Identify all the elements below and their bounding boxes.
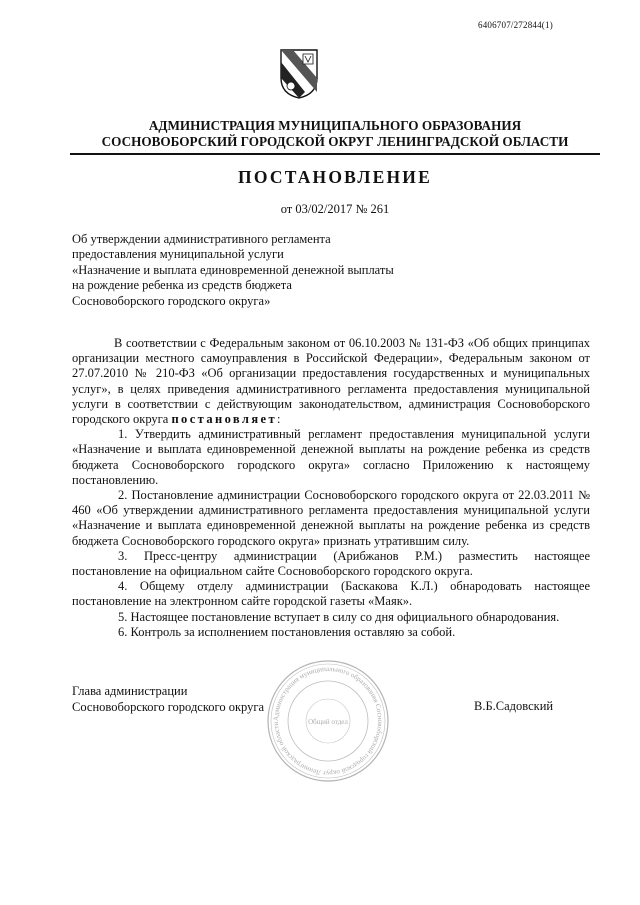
subject-line: Сосновоборского городского округа»	[72, 293, 271, 308]
document-date-number: от 03/02/2017 № 261	[280, 202, 390, 216]
stamp-outer-text: Администрация муниципального образования Сосновоборский городской округ Ленинградской области	[271, 664, 385, 778]
preamble-paragraph	[72, 336, 590, 427]
signature-position-line-2: Сосновоборского городского округа	[72, 700, 265, 714]
document-title: ПОСТАНОВЛЕНИЕ	[238, 167, 432, 187]
subject-line: Об утверждении административного регламента	[72, 232, 331, 246]
clause-3: 3. Пресс-центру администрации (Арибжанов Р.М.) разместить настоящее постановление на официальном сайте Сосновоборского городского округа.	[72, 548, 590, 579]
decree-colon: :	[277, 412, 281, 427]
subject-line: «Назначение и выплата единовременной денежной выплаты	[72, 262, 394, 277]
document-id: 6406707/272844(1)	[478, 20, 553, 30]
document-body	[72, 336, 590, 640]
organization-header	[70, 118, 600, 150]
signer-name: В.Б.Садовский	[474, 699, 554, 713]
clause-4: 4. Общему отделу администрации (Баскакова К.Л.) обнародовать настоящее постановление на электронном сайте городской газеты «Маяк».	[72, 579, 590, 609]
clause-5: 5. Настоящее постановление вступает в силу со дня официального обнародования.	[118, 609, 560, 624]
clause-1: 1. Утвердить административный регламент предоставления муниципальной услуги «Назначение и выплата единовременной денежной выплаты на рождение ребенка из средств бюджета Сосновоборского городского округа» согласно Приложению к настоящему постановлению.	[72, 427, 590, 487]
subject-line: предоставления муниципальной услуги	[72, 247, 284, 262]
decree-word: постановляет	[171, 412, 277, 427]
document-subject	[72, 232, 432, 309]
preamble-text: В соответствии с Федеральным законом от 06.10.2003 № 131-ФЗ «Об общих принципах организации местного самоуправления в Российской Федерации», Федеральным законом от 27.07.2010 № 210-ФЗ «Об организации предоставления государственных и муниципальных услуг», в целях приведения административного регламента предоставления муниципальной услуги в соответствии с действующим законодательством, администрация Сосновоборского городского округа	[72, 336, 590, 427]
coat-of-arms-icon	[279, 48, 319, 100]
org-header-line-1: АДМИНИСТРАЦИЯ МУНИЦИПАЛЬНОГО ОБРАЗОВАНИЯ	[148, 118, 522, 133]
clause-6: 6. Контроль за исполнением постановления оставляю за собой.	[118, 624, 456, 639]
org-header-line-2: СОСНОВОБОРСКИЙ ГОРОДСКОЙ ОКРУГ ЛЕНИНГРАДСКОЙ ОБЛАСТИ	[101, 134, 569, 149]
official-stamp	[263, 656, 393, 786]
clause-2: 2. Постановление администрации Сосновоборского городского округа от 22.03.2011 № 460 «Об утверждении административного регламента предоставления муниципальной услуги «Назначение и выплата единовременной денежной выплаты на рождение ребенка из средств бюджета Сосновоборского городского округа» признать утратившим силу.	[72, 488, 590, 548]
subject-line: на рождение ребенка из средств бюджета	[72, 278, 292, 293]
header-divider	[70, 153, 600, 155]
stamp-center-text: Общий отдел	[308, 718, 348, 726]
signature-position-line-1: Глава администрации	[72, 684, 188, 698]
